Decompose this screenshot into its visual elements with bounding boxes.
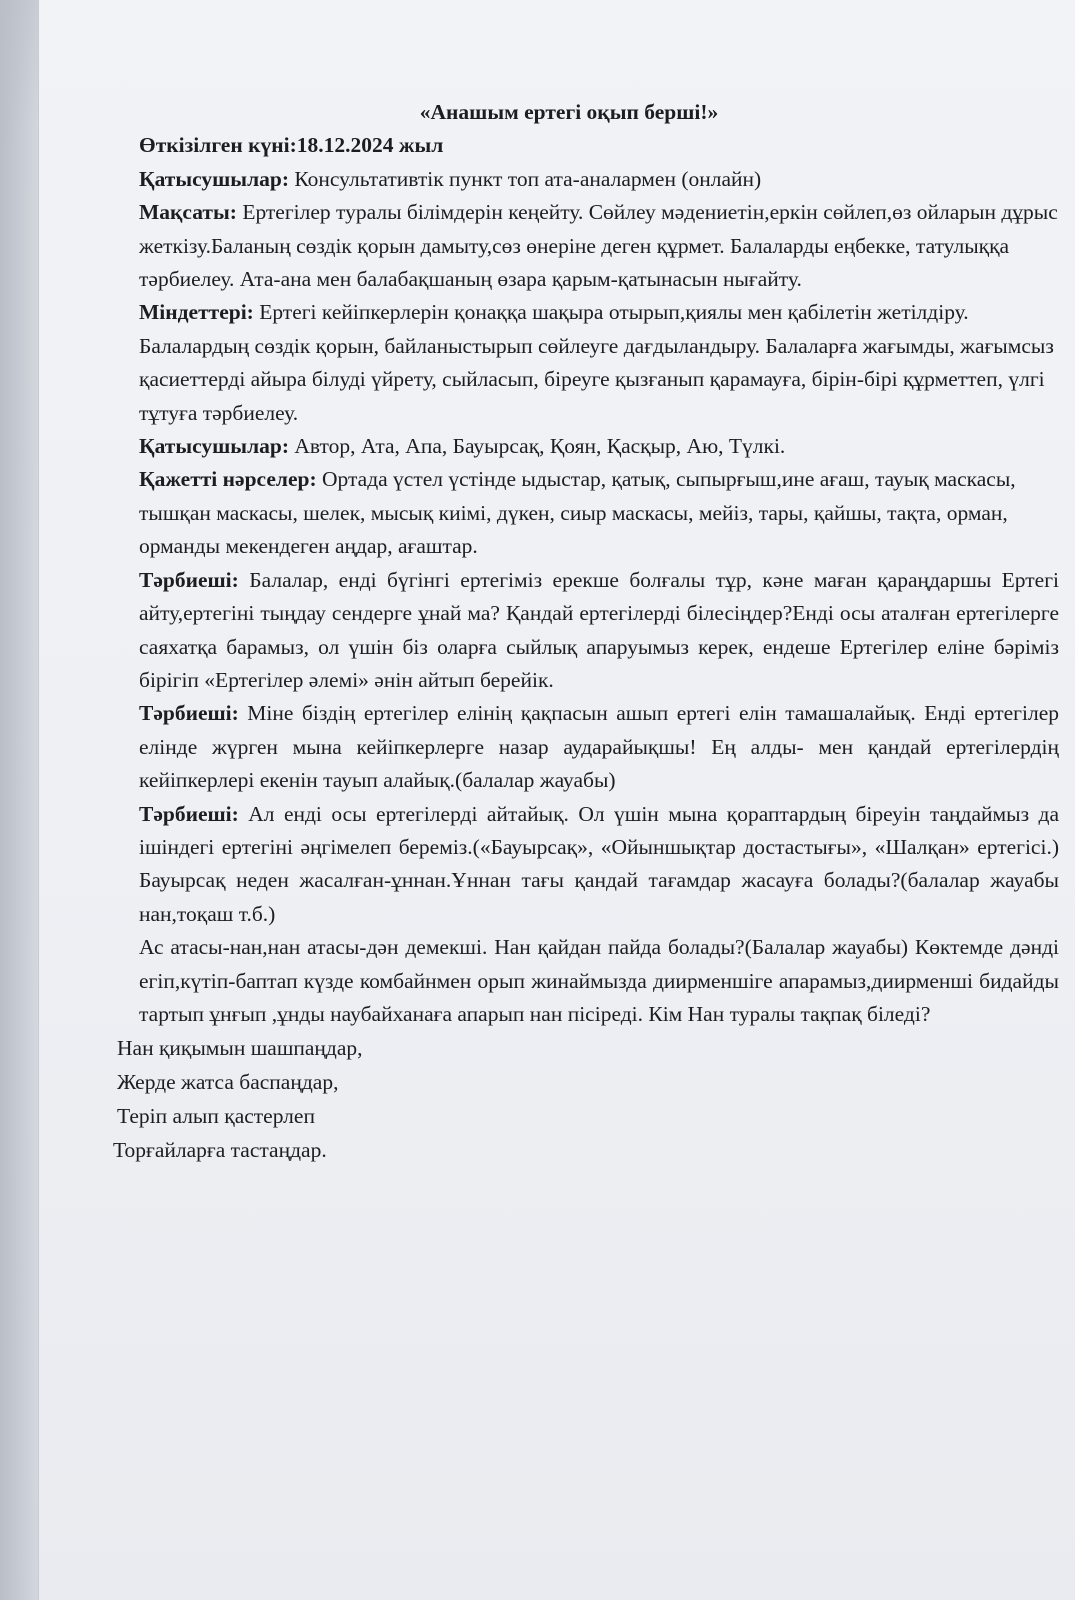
participants-characters-line bbox=[139, 430, 1059, 463]
participants-characters-text: Автор, Ата, Апа, Бауырсақ, Қоян, Қасқыр, Аю, Түлкі. bbox=[289, 434, 786, 459]
verse-line: Торғайларға тастаңдар. bbox=[113, 1138, 327, 1163]
teacher-paragraph-2 bbox=[139, 697, 1059, 797]
teacher-paragraph-1 bbox=[139, 564, 1059, 698]
teacher-text-2: Міне біздің ертегілер елінің қақпасын ашып ертегі елін тамашалайық. Енді ертегілер елінде жүрген мына кейіпкерлерге назар аударайықшы! Ең алды- мен қандай ертегілердің кейіпкерлері екенін тауып алайық.(балалар жауабы) bbox=[139, 701, 1059, 793]
teacher-text-3: Ал енді осы ертегілерді айтайық. Ол үшін мына қораптардың біреуін таңдаймыз да ішіндегі ертегіні әңгімелеп береміз.(«Бауырсақ», «Ойыншықтар достастығы», «Шалқан» ертегісі.) Бауырсақ неден жасалған-ұннан.Ұннан тағы қандай тағамдар жасауға болады?(балалар жауабы нан,тоқаш т.б.) bbox=[139, 801, 1059, 926]
verse-line: Жерде жатса баспаңдар, bbox=[117, 1070, 339, 1095]
date-line bbox=[139, 129, 1059, 162]
teacher-label-1: Тәрбиеші: bbox=[139, 567, 239, 592]
teacher-text-1: Балалар, енді бүгінгі ертегіміз ерекше болғалы тұр, кәне маған қараңдаршы Ертегі айту,ертегіні тыңдау сендерге ұнай ма? Қандай ертегілерді білесіңдер?Енді осы аталған ертегілерге саяхатқа барамыз, ол үшін біз оларға сыйлық апаруымыз керек, ендеше Ертегілер еліне бәріміз бірігіп «Ертегілер әлемі» әнін айтып берейік. bbox=[139, 567, 1059, 692]
teacher-paragraph-3 bbox=[139, 798, 1059, 932]
materials-paragraph bbox=[139, 463, 1059, 563]
tasks-label: Міндеттері: bbox=[139, 300, 254, 325]
verse-line: Нан қиқымын шашпаңдар, bbox=[117, 1036, 363, 1061]
document-content bbox=[113, 96, 1059, 1167]
materials-text: Ортада үстел үстінде ыдыстар, қатық, сыпырғыш,ине ағаш, тауық маскасы, тышқан маскасы, шелек, мысық киімі, дүкен, сиыр маскасы, мейіз, тары, қайшы, тақта, орман, орманды мекендеген аңдар, ағаштар. bbox=[139, 467, 1016, 559]
document-page bbox=[38, 0, 1075, 1600]
tasks-paragraph bbox=[139, 296, 1059, 430]
date-label: Өткізілген күні: bbox=[139, 133, 297, 158]
date-value: 18.12.2024 жыл bbox=[296, 133, 444, 158]
participants-characters-label: Қатысушылар: bbox=[139, 434, 290, 459]
participants-consult-label: Қатысушылар: bbox=[139, 166, 290, 191]
tasks-text: Ертегі кейіпкерлерін қонаққа шақыра отырып,қиялы мен қабілетін жетілдіру. Балалардың сөздік қорын, байланыстырып сөйлеуге дағдыландыру. Балаларға жағымды, жағымсыз қасиеттерді айыра білуді үйрету, сыйласып, біреуге қызғанып қарамауға, бірін-бірі құрметтеп, үлгі тұтуға тәрбиелеу. bbox=[139, 300, 1054, 425]
bread-verse bbox=[113, 1031, 1059, 1167]
document-title: «Анашым ертегі оқып берші!» bbox=[419, 100, 719, 124]
goal-label: Мақсаты: bbox=[139, 200, 237, 225]
participants-consult-text: Консультативтік пункт топ ата-аналармен (онлайн) bbox=[289, 166, 762, 191]
materials-label: Қажетті нәрселер: bbox=[139, 467, 317, 492]
verse-line: Теріп алып қастерлеп bbox=[117, 1104, 315, 1129]
bread-paragraph: Ас атасы-нан,нан атасы-дән демекші. Нан қайдан пайда болады?(Балалар жауабы) Көктемде дәнді егіп,күтіп-баптап күзде комбайнмен орып жинаймызда диирменшіге апарамыз,диирменші бидайды тартып ұнғып ,ұнды наубайханаға апарып нан пісіреді. Кім Нан туралы тақпақ біледі? bbox=[139, 935, 1059, 1026]
teacher-label-3: Тәрбиеші: bbox=[139, 801, 239, 826]
teacher-label-2: Тәрбиеші: bbox=[139, 701, 239, 726]
goal-paragraph bbox=[139, 196, 1059, 296]
participants-consult-line bbox=[139, 163, 1059, 196]
goal-text: Ертегілер туралы білімдерін кеңейту. Сөйлеу мәдениетін,еркін сөйлеп,өз ойларын дұрыс жеткізу.Баланың сөздік қорын дамыту,сөз өнеріне деген құрмет. Балаларды еңбекке, татулыққа тәрбиелеу. Ата-ана мен балабақшаның өзара қарым-қатынасын нығайту. bbox=[139, 200, 1058, 292]
